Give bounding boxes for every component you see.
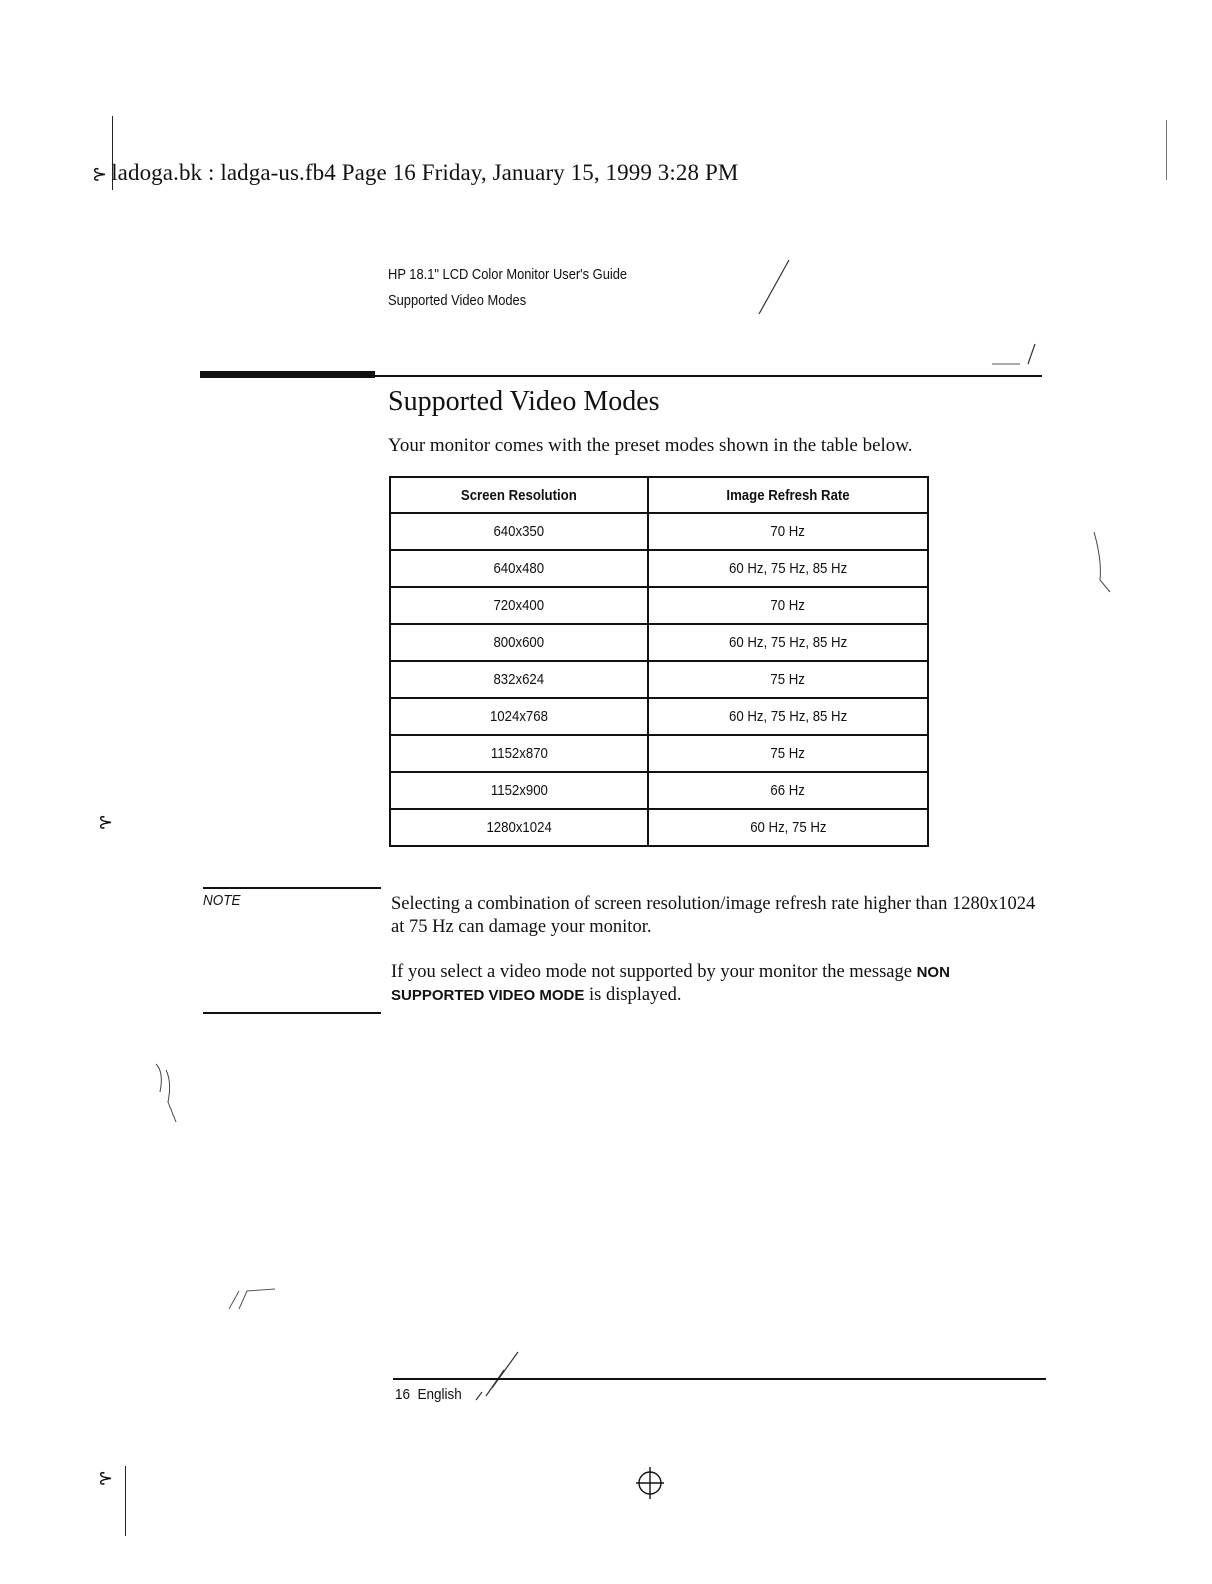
- footer-rule: [393, 1378, 1046, 1380]
- section-title: Supported Video Modes: [388, 386, 660, 417]
- header-screen-resolution: Screen Resolution: [390, 477, 648, 513]
- section-rule-thick: [200, 371, 375, 378]
- footer-language: English: [417, 1386, 462, 1403]
- note-text-before-message: If you select a video mode not supported by your monitor the message: [391, 962, 917, 982]
- resolution-cell: 640x480: [390, 550, 648, 587]
- running-head: [388, 262, 627, 314]
- refresh-rate-cell: 75 Hz: [648, 661, 928, 698]
- table-header-row: [390, 477, 928, 513]
- page-number: 16: [395, 1386, 411, 1403]
- pen-scribble-icon: [755, 258, 795, 318]
- table-row: [390, 809, 928, 846]
- pen-scribble-icon: [990, 340, 1050, 370]
- header-image-refresh-rate: Image Refresh Rate: [648, 477, 928, 513]
- pen-scribble-icon: [225, 1285, 285, 1315]
- crop-line-bottom-left: [125, 1466, 126, 1536]
- table-row: [390, 624, 928, 661]
- resolution-cell: 1280x1024: [390, 809, 648, 846]
- crop-arrow-icon: ⊱: [98, 1468, 114, 1489]
- note-paragraph-damage-warning: Selecting a combination of screen resolution/image refresh rate higher than 1280x1024 at 75 Hz can damage your monitor.: [391, 894, 1036, 937]
- note-text-after-message: is displayed.: [584, 985, 682, 1005]
- running-head-section: Supported Video Modes: [388, 292, 527, 309]
- refresh-rate-cell: 60 Hz, 75 Hz, 85 Hz: [648, 624, 928, 661]
- crop-arrow-icon: ⊱: [98, 812, 114, 833]
- note-rule-bottom: [203, 1012, 381, 1014]
- table-row: [390, 550, 928, 587]
- resolution-cell: 1152x870: [390, 735, 648, 772]
- resolution-cell: 800x600: [390, 624, 648, 661]
- pen-scribble-icon: [150, 1062, 190, 1132]
- section-rule-thin: [375, 375, 1042, 377]
- note-label: NOTE: [203, 892, 241, 909]
- refresh-rate-cell: 66 Hz: [648, 772, 928, 809]
- resolution-cell: 1024x768: [390, 698, 648, 735]
- crop-arrow-icon: ⊱: [92, 164, 108, 185]
- resolution-cell: 640x350: [390, 513, 648, 550]
- refresh-rate-cell: 60 Hz, 75 Hz, 85 Hz: [648, 550, 928, 587]
- pen-scribble-icon: [1090, 530, 1120, 600]
- refresh-rate-cell: 60 Hz, 75 Hz: [648, 809, 928, 846]
- note-body: [391, 893, 1041, 1029]
- note-rule-top: [203, 887, 381, 889]
- video-modes-table: [389, 476, 929, 847]
- refresh-rate-cell: 75 Hz: [648, 735, 928, 772]
- page-footer: [395, 1386, 462, 1403]
- table-row: [390, 661, 928, 698]
- table-row: [390, 513, 928, 550]
- refresh-rate-cell: 60 Hz, 75 Hz, 85 Hz: [648, 698, 928, 735]
- intro-text: Your monitor comes with the preset modes shown in the table below.: [388, 435, 913, 456]
- slug-text: ladoga.bk : ladga-us.fb4 Page 16 Friday, January 15, 1999 3:28 PM: [111, 160, 739, 185]
- resolution-cell: 832x624: [390, 661, 648, 698]
- unsupported-mode-message: NON SUPPORTED VIDEO MODE: [391, 964, 950, 1004]
- note-paragraph-unsupported-mode: [391, 961, 1041, 1007]
- resolution-cell: 720x400: [390, 587, 648, 624]
- refresh-rate-cell: 70 Hz: [648, 587, 928, 624]
- resolution-cell: 1152x900: [390, 772, 648, 809]
- refresh-rate-cell: 70 Hz: [648, 513, 928, 550]
- running-head-title: HP 18.1" LCD Color Monitor User's Guide: [388, 266, 628, 283]
- table-row: [390, 772, 928, 809]
- print-slug: [92, 160, 738, 186]
- table-row: [390, 698, 928, 735]
- table-row: [390, 587, 928, 624]
- registration-mark-icon: [636, 1466, 664, 1500]
- table-row: [390, 735, 928, 772]
- crop-line-right: [1166, 120, 1167, 180]
